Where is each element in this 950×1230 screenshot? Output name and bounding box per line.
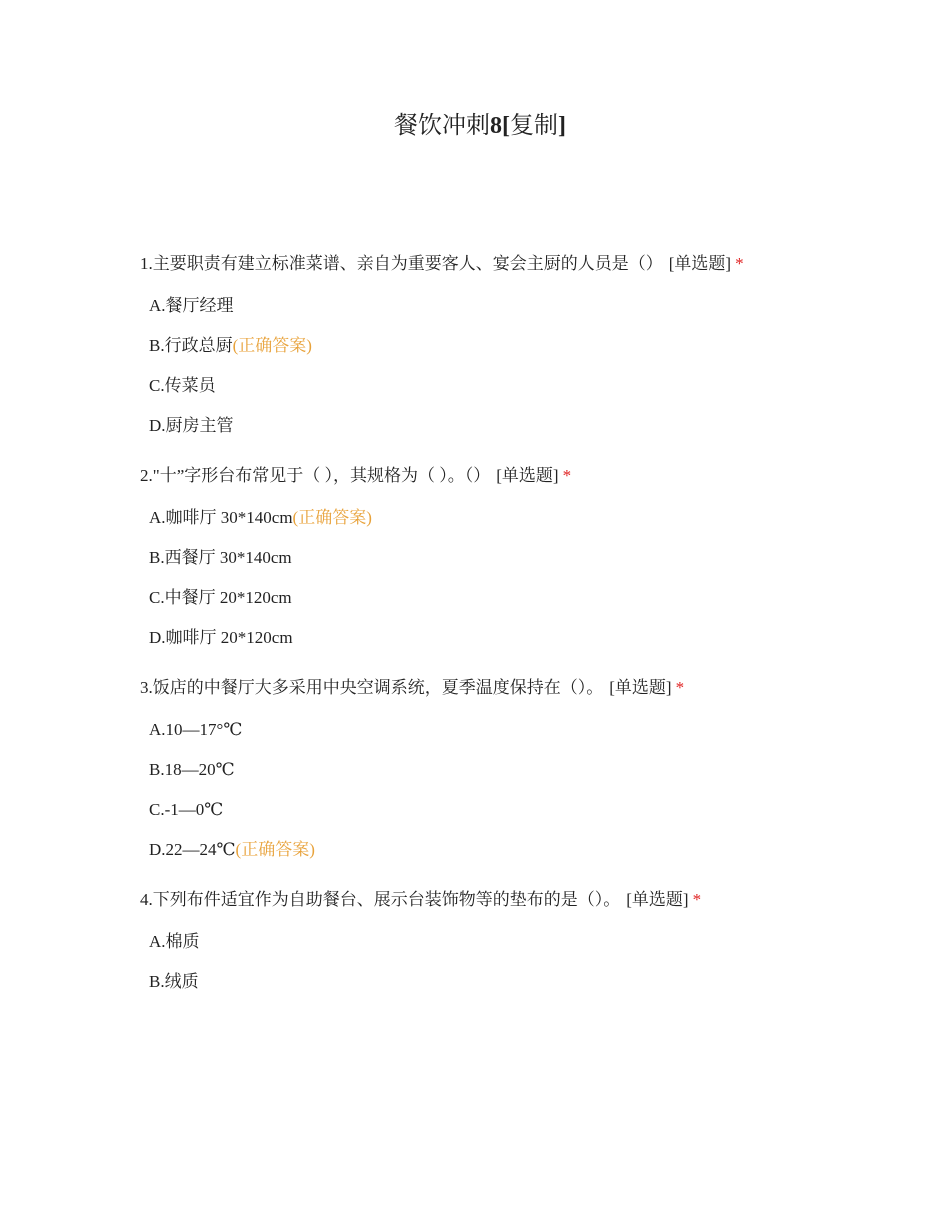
- correct-answer-label: (正确答案): [232, 336, 312, 355]
- question-stem: [140, 674, 900, 702]
- required-mark: *: [675, 678, 685, 697]
- question-text: 3.饭店的中餐厅大多采用中央空调系统，夏季温度保持在（）。: [140, 678, 604, 697]
- option-text: C.中餐厅 20*120cm: [149, 588, 292, 607]
- option-text: B.西餐厅 30*140cm: [149, 548, 292, 567]
- question-1: [140, 250, 900, 440]
- option-c[interactable]: [149, 372, 900, 400]
- question-2: [140, 462, 900, 652]
- option-a[interactable]: [149, 928, 900, 956]
- option-text: B.行政总厨: [149, 336, 233, 355]
- option-text: A.棉质: [149, 932, 200, 951]
- question-type: [单选题]: [609, 678, 672, 697]
- question-4: [140, 886, 900, 996]
- option-a[interactable]: [149, 292, 900, 320]
- option-c[interactable]: [149, 584, 900, 612]
- option-text: B.18—20℃: [149, 760, 235, 779]
- question-stem: [140, 462, 900, 490]
- required-mark: *: [735, 254, 744, 273]
- question-type: [单选题]: [496, 466, 559, 485]
- option-text: A.咖啡厅 30*140cm: [149, 508, 293, 527]
- option-a[interactable]: [149, 504, 900, 532]
- page-title: [0, 110, 950, 142]
- option-d[interactable]: [149, 836, 900, 864]
- question-3: [140, 674, 900, 864]
- title-bracket-close: ]: [558, 113, 566, 139]
- option-b[interactable]: [149, 756, 900, 784]
- title-text: 餐饮冲刺: [394, 113, 490, 139]
- option-text: C.传菜员: [149, 376, 216, 395]
- required-mark: *: [562, 466, 572, 485]
- option-text: B.绒质: [149, 972, 199, 991]
- question-list: [140, 250, 900, 1018]
- option-text: D.咖啡厅 20*120cm: [149, 628, 293, 647]
- correct-answer-label: (正确答案): [235, 840, 315, 859]
- option-text: A.餐厅经理: [149, 296, 234, 315]
- question-type: [单选题]: [668, 254, 732, 273]
- option-text: C.-1—0℃: [149, 800, 224, 819]
- question-text: 4.下列布件适宜作为自助餐台、展示台装饰物等的垫布的是（）。: [140, 890, 621, 909]
- correct-answer-label: (正确答案): [292, 508, 372, 527]
- option-text: D.22—24℃: [149, 840, 236, 859]
- option-d[interactable]: [149, 412, 900, 440]
- question-text: 1.主要职责有建立标准菜谱、亲自为重要客人、宴会主厨的人员是（）: [140, 254, 663, 273]
- question-type: [单选题]: [626, 890, 689, 909]
- question-stem: [140, 250, 900, 278]
- option-b[interactable]: [149, 332, 900, 360]
- title-copy-label: 复制: [510, 113, 558, 139]
- question-stem: [140, 886, 900, 914]
- option-b[interactable]: [149, 968, 900, 996]
- required-mark: *: [692, 890, 702, 909]
- title-number: 8[: [490, 113, 510, 139]
- option-b[interactable]: [149, 544, 900, 572]
- option-c[interactable]: [149, 796, 900, 824]
- option-text: D.厨房主管: [149, 416, 234, 435]
- option-a[interactable]: [149, 716, 900, 744]
- question-text: 2."十”字形台布常见于（ ），其规格为（ ）。（）: [140, 466, 491, 485]
- option-d[interactable]: [149, 624, 900, 652]
- option-text: A.10—17°℃: [149, 720, 243, 739]
